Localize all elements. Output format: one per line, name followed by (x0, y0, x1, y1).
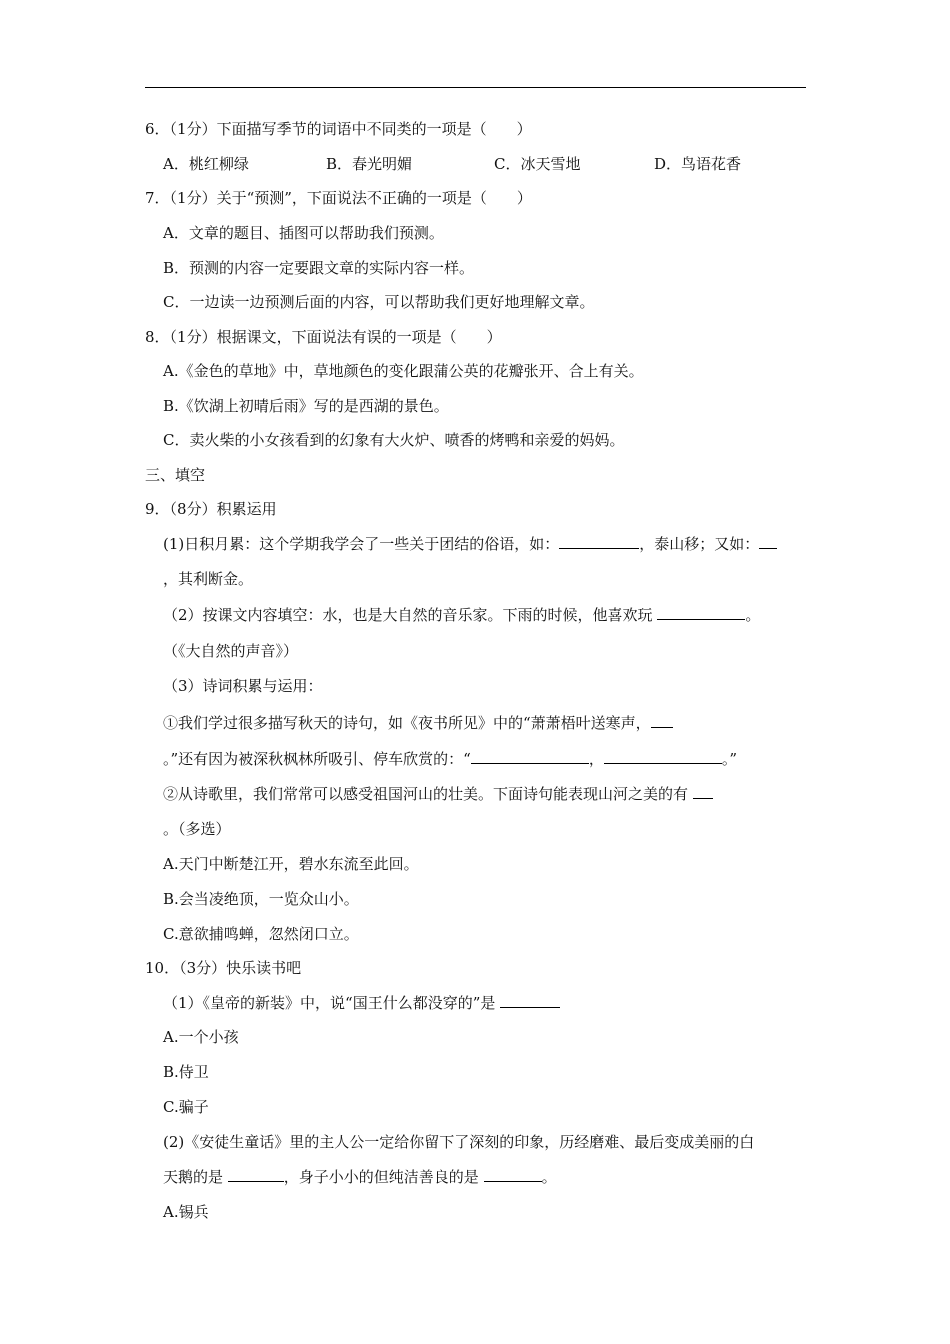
q9-part1-text-c: ，其利断金。 (163, 570, 254, 588)
header-rule (145, 87, 806, 88)
q8-option-b[interactable]: B.《饮湖上初晴后雨》写的是西湖的景色。 (163, 397, 449, 415)
q9-part3-item2-blank[interactable] (693, 784, 713, 799)
q10-part1-option-a[interactable]: A.一个小孩 (163, 1028, 239, 1046)
q9-part3-item1-text-d: 。” (721, 750, 738, 768)
q9-part3-item2-text-b: 。（多选） (163, 820, 231, 838)
q9-part1-line1 (163, 533, 777, 555)
q10-part2-text-b: 天鹅的是 (163, 1168, 228, 1186)
q9-part3-item1-text-a: ①我们学过很多描写秋天的诗句，如《夜书所见》中的“萧萧梧叶送寒声， (163, 714, 651, 732)
q10-part2-text-c: ，身子小小的但纯洁善良的是 (283, 1168, 484, 1186)
q9-part2-text-a: （2）按课文内容填空：水，也是大自然的音乐家。下雨的时候，他喜欢玩 (163, 606, 658, 624)
q10-part2-blank-1[interactable] (228, 1167, 284, 1182)
q9-part3-item1-line1 (163, 712, 673, 734)
q9-option-a[interactable]: A.天门中断楚江开，碧水东流至此回。 (163, 855, 419, 873)
q10-part2-text-d: 。 (541, 1168, 557, 1186)
q9-part2-text-b: 。 (745, 606, 761, 624)
q10-part2-blank-2[interactable] (484, 1167, 542, 1182)
q9-part3-item2-line1 (163, 783, 713, 805)
q7-option-b[interactable]: B．预测的内容一定要跟文章的实际内容一样。 (163, 259, 475, 277)
q10-part1-line (163, 992, 560, 1014)
q10-part1-option-c[interactable]: C.骗子 (163, 1098, 209, 1116)
q9-part3-item1-text-b: 。”还有因为被深秋枫林所吸引、停车欣赏的：“ (163, 750, 471, 768)
q8-option-a[interactable]: A.《金色的草地》中，草地颜色的变化跟蒲公英的花瓣张开、合上有关。 (163, 362, 644, 380)
q10-part1-option-b[interactable]: B.侍卫 (163, 1063, 209, 1081)
q9-part1-text-a: (1)日积月累：这个学期我学会了一些关于团结的俗语，如： (163, 535, 560, 553)
q9-part3-item1-blank-2[interactable] (471, 749, 589, 764)
q10-part1-text: （1）《皇帝的新装》中，说“国王什么都没穿的”是 (163, 994, 501, 1012)
q9-part2-blank[interactable] (657, 605, 745, 620)
q9-part3-item1-text-c: ， (588, 750, 604, 768)
q10-part2-option-a[interactable]: A.锡兵 (163, 1203, 209, 1221)
q9-option-b[interactable]: B.会当凌绝顶，一览众山小。 (163, 890, 359, 908)
q10-part2-text-a: (2)《安徒生童话》里的主人公一定给你留下了深刻的印象，历经磨难、最后变成美丽的白 (163, 1133, 755, 1151)
q7-option-c[interactable]: C．一边读一边预测后面的内容，可以帮助我们更好地理解文章。 (163, 293, 595, 311)
q7-stem: 7．（1分）关于“预测”，下面说法不正确的一项是（ ） (145, 189, 532, 207)
q6-option-b[interactable]: B．春光明媚 (326, 155, 413, 173)
q9-part3-item2-text-a: ②从诗歌里，我们常常可以感受祖国河山的壮美。下面诗句能表现山河之美的有 (163, 785, 693, 803)
q9-part3-heading: （3）诗词积累与运用： (163, 677, 323, 695)
q10-part2-line2 (163, 1166, 557, 1188)
q9-part2-source: （《大自然的声音》） (163, 642, 299, 660)
q6-option-a[interactable]: A．桃红柳绿 (163, 155, 249, 173)
q9-part2-line1 (163, 604, 760, 626)
q10-part1-blank[interactable] (500, 993, 560, 1008)
q9-part3-item1-blank-1[interactable] (651, 713, 673, 728)
q6-option-c[interactable]: C．冰天雪地 (494, 155, 581, 173)
q9-option-c[interactable]: C.意欲捕鸣蝉，忽然闭口立。 (163, 925, 359, 943)
q7-option-a[interactable]: A．文章的题目、插图可以帮助我们预测。 (163, 224, 444, 242)
q9-part3-item1-blank-3[interactable] (604, 749, 722, 764)
q10-stem: 10．（3分）快乐读书吧 (145, 959, 302, 977)
q6-stem: 6．（1分）下面描写季节的词语中不同类的一项是（ ） (145, 120, 532, 138)
q8-option-c[interactable]: C．卖火柴的小女孩看到的幻象有大火炉、喷香的烤鸭和亲爱的妈妈。 (163, 431, 625, 449)
q9-part1-text-b: ，泰山移；又如： (639, 535, 760, 553)
q9-part3-item1-line2 (163, 748, 737, 770)
q8-stem: 8．（1分）根据课文，下面说法有误的一项是（ ） (145, 328, 502, 346)
q9-part1-blank-1[interactable] (559, 534, 639, 549)
q9-stem: 9．（8分）积累运用 (145, 500, 277, 518)
q9-part1-blank-2[interactable] (759, 534, 777, 549)
section-title: 三、填空 (145, 466, 206, 484)
q6-option-d[interactable]: D．鸟语花香 (654, 155, 742, 173)
